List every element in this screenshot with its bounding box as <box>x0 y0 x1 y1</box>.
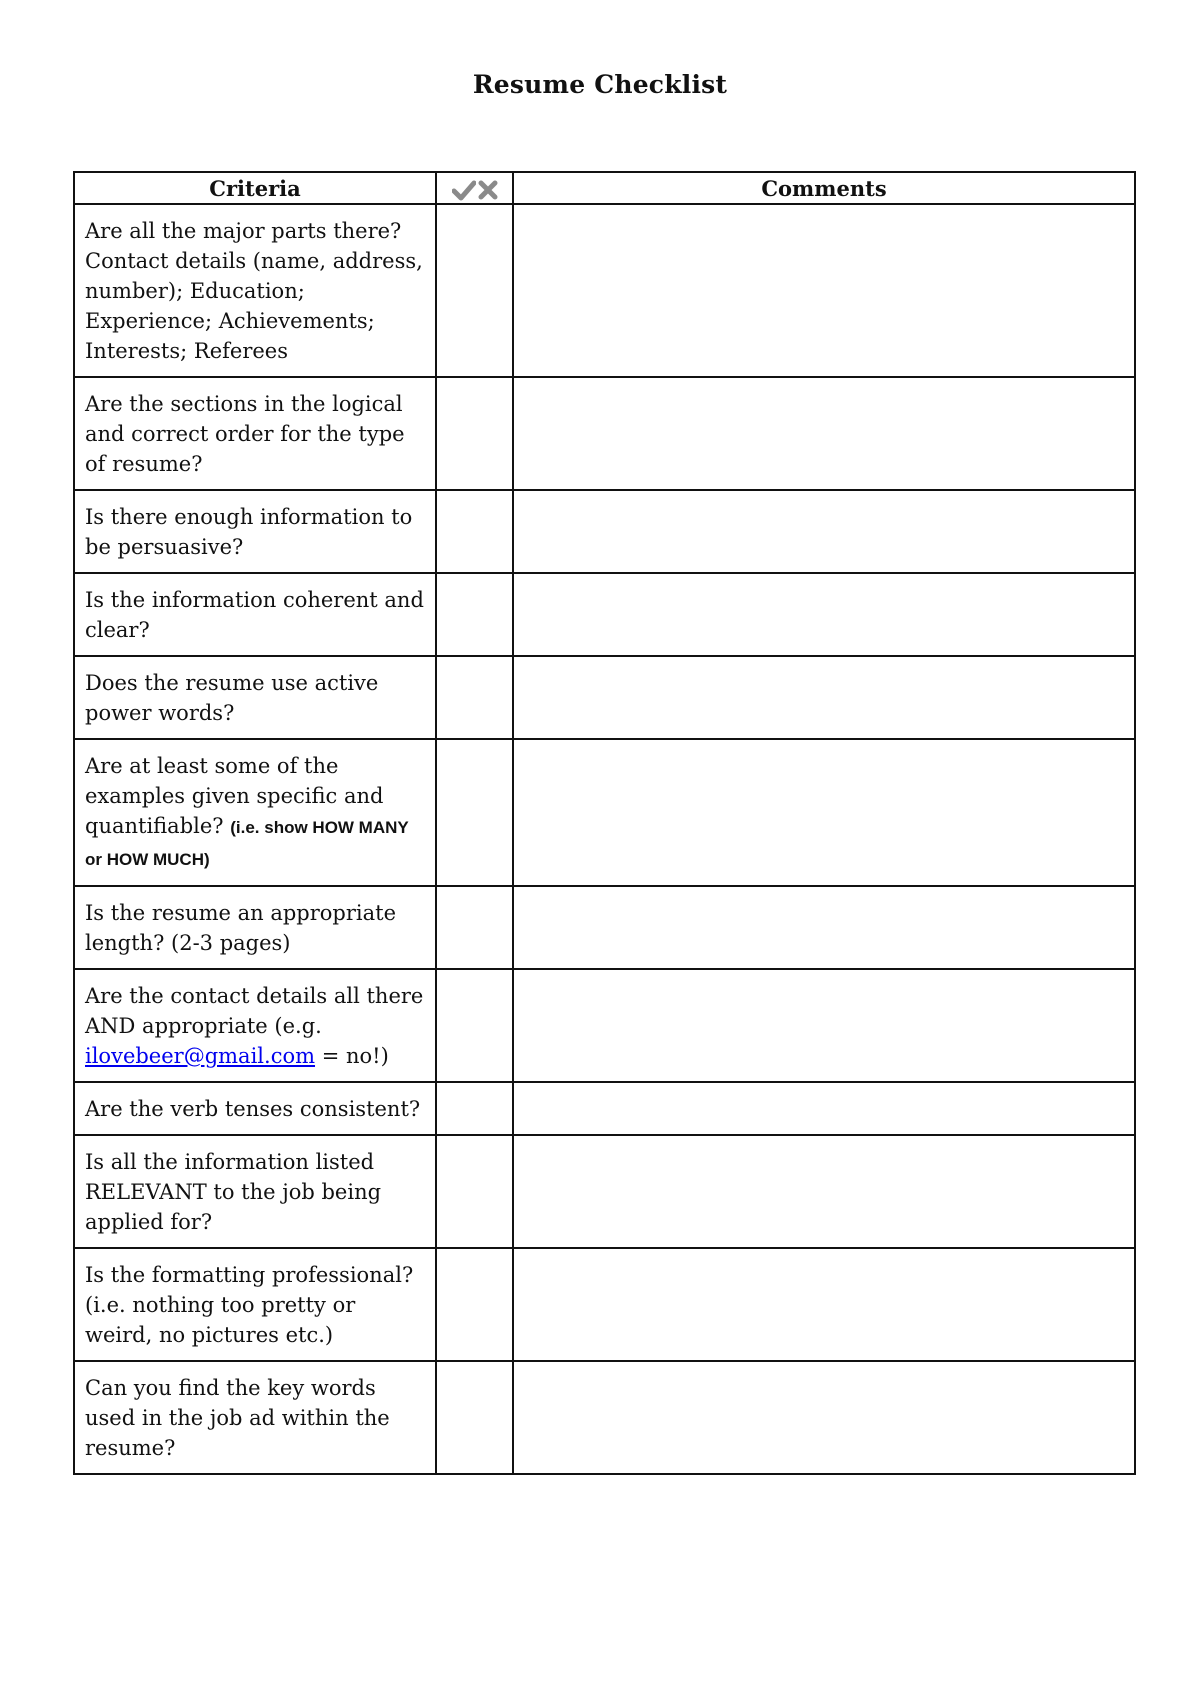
check-cell[interactable] <box>436 377 513 490</box>
page-title: Resume Checklist <box>472 70 728 99</box>
comments-cell[interactable] <box>513 1135 1135 1248</box>
cross-icon <box>478 179 498 201</box>
criteria-cell: Is the resume an appropriate length? (2-3 pages) <box>74 886 436 969</box>
check-icon <box>452 179 476 201</box>
header-row <box>74 172 1135 204</box>
table-row <box>74 204 1135 377</box>
table-row <box>74 969 1135 1082</box>
email-link[interactable]: ilovebeer@gmail.com <box>85 1044 316 1068</box>
check-cell[interactable] <box>436 886 513 969</box>
criteria-cell: Are all the major parts there? Contact details (name, address, number); Education; Experience; Achievements; Interests; Referees <box>74 204 436 377</box>
criteria-cell: Is there enough information to be persuasive? <box>74 490 436 573</box>
comments-cell[interactable] <box>513 656 1135 739</box>
table-row <box>74 739 1135 886</box>
criteria-note: (i.e. show HOW MANY or HOW MUCH) <box>85 818 409 869</box>
comments-cell[interactable] <box>513 969 1135 1082</box>
criteria-text-end: = no!) <box>321 1044 389 1068</box>
comments-cell[interactable] <box>513 739 1135 886</box>
check-cross-icons <box>452 179 498 201</box>
comments-cell[interactable] <box>513 204 1135 377</box>
comments-cell[interactable] <box>513 886 1135 969</box>
comments-cell[interactable] <box>513 1361 1135 1474</box>
check-cell[interactable] <box>436 573 513 656</box>
check-cell[interactable] <box>436 656 513 739</box>
comments-cell[interactable] <box>513 1082 1135 1135</box>
comments-header: Comments <box>513 172 1135 204</box>
table-row <box>74 656 1135 739</box>
check-cell[interactable] <box>436 1248 513 1361</box>
criteria-cell <box>74 739 436 886</box>
criteria-cell: Does the resume use active power words? <box>74 656 436 739</box>
criteria-cell: Is all the information listed RELEVANT to the job being applied for? <box>74 1135 436 1248</box>
table-row <box>74 886 1135 969</box>
check-cell[interactable] <box>436 204 513 377</box>
criteria-cell: Is the formatting professional? (i.e. nothing too pretty or weird, no pictures etc.) <box>74 1248 436 1361</box>
comments-cell[interactable] <box>513 1248 1135 1361</box>
comments-cell[interactable] <box>513 377 1135 490</box>
table-row <box>74 377 1135 490</box>
criteria-cell <box>74 969 436 1082</box>
table-row <box>74 1248 1135 1361</box>
check-cell[interactable] <box>436 739 513 886</box>
check-cell[interactable] <box>436 490 513 573</box>
check-header <box>436 172 513 204</box>
criteria-cell: Are the sections in the logical and correct order for the type of resume? <box>74 377 436 490</box>
criteria-text: Are the contact details all there AND appropriate (e.g. <box>85 984 424 1038</box>
criteria-cell: Is the information coherent and clear? <box>74 573 436 656</box>
check-cell[interactable] <box>436 969 513 1082</box>
criteria-cell: Are the verb tenses consistent? <box>74 1082 436 1135</box>
table-row <box>74 1135 1135 1248</box>
comments-cell[interactable] <box>513 573 1135 656</box>
checklist-table <box>73 171 1136 1475</box>
table-row <box>74 1082 1135 1135</box>
check-cell[interactable] <box>436 1135 513 1248</box>
criteria-cell: Can you find the key words used in the job ad within the resume? <box>74 1361 436 1474</box>
table-row <box>74 1361 1135 1474</box>
criteria-text: Are at least some of the examples given specific and quantifiable? <box>85 754 384 838</box>
check-cell[interactable] <box>436 1361 513 1474</box>
check-cell[interactable] <box>436 1082 513 1135</box>
table-row <box>74 490 1135 573</box>
comments-cell[interactable] <box>513 490 1135 573</box>
table-row <box>74 573 1135 656</box>
criteria-header: Criteria <box>74 172 436 204</box>
